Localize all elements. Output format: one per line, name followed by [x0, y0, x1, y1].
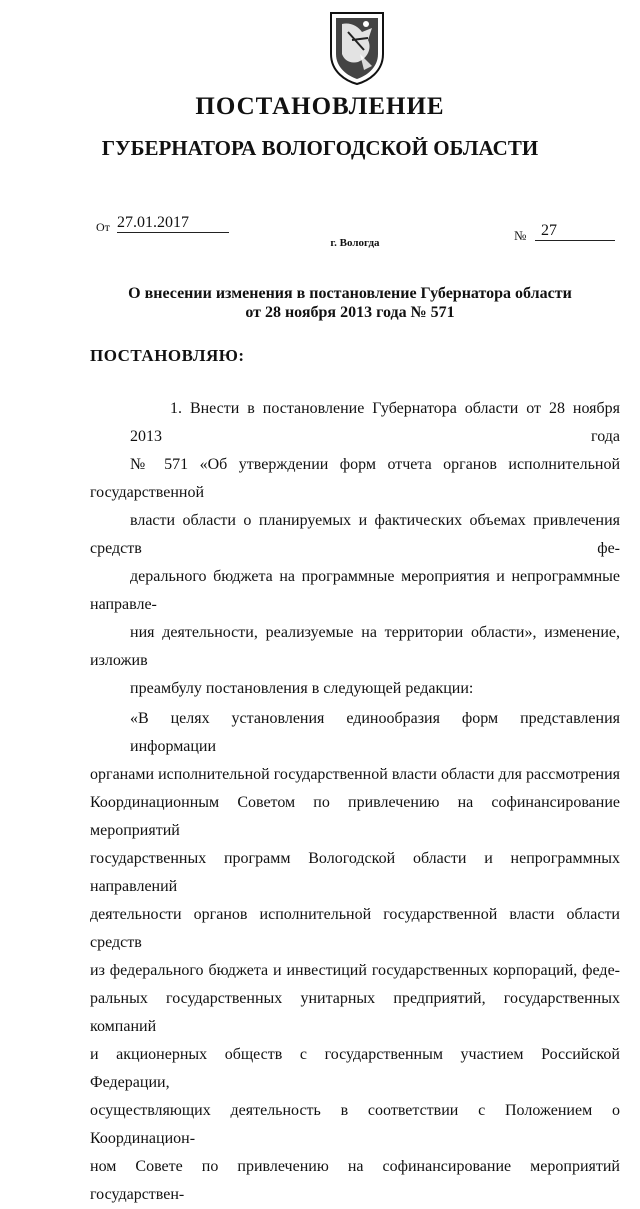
document-date: 27.01.2017 [117, 214, 229, 233]
document-body [90, 395, 620, 1209]
coat-of-arms-emblem [328, 10, 386, 86]
paragraph [90, 705, 620, 1209]
text-line: осуществляющих деятельность в соответствии с Положением о Координацион- [90, 1102, 620, 1147]
text-line: дерального бюджета на программные мероприятия и непрограммные направле- [90, 568, 620, 613]
text-line: ния деятельности, реализуемые на территории области», изменение, изложив [90, 624, 620, 669]
text-line: из федерального бюджета и инвестиций государственных корпораций, феде- [90, 962, 620, 979]
text-line: Координационным Советом по привлечению на софинансирование мероприятий [90, 794, 620, 839]
text-line: органами исполнительной государственной власти области для рассмотрения [90, 766, 620, 783]
text-line: ном Совете по привлечению на софинансирование мероприятий государствен- [90, 1158, 620, 1203]
document-subject [100, 284, 600, 322]
text-line: государственных программ Вологодской области и непрограммных направлений [90, 850, 620, 895]
document-subtitle: ГУБЕРНАТОРА ВОЛОГОДСКОЙ ОБЛАСТИ [101, 136, 539, 160]
document-number: 27 [535, 222, 615, 241]
paragraph [90, 395, 620, 703]
document-title: ПОСТАНОВЛЕНИЕ [195, 93, 445, 120]
number-prefix: № [514, 228, 527, 243]
text-line: преамбулу постановления в следующей редакции: [130, 680, 474, 697]
text-line: и акционерных обществ с государственным участием Российской Федерации, [90, 1046, 620, 1091]
subject-line: О внесении изменения в постановление Губернатора области [128, 285, 572, 302]
text-line: ральных государственных унитарных предприятий, государственных компаний [90, 990, 620, 1035]
city-label: г. Вологда [330, 237, 380, 249]
text-line: власти области о планируемых и фактических объемах привлечения средств фе- [90, 512, 620, 557]
text-line: № 571 «Об утверждении форм отчета органов исполнительной государственной [90, 456, 620, 501]
date-prefix: От [96, 220, 110, 234]
subject-line: от 28 ноября 2013 года № 571 [245, 304, 455, 321]
text-line: деятельности органов исполнительной государственной власти области средств [90, 906, 620, 951]
text-line: 1. Внести в постановление Губернатора области от 28 ноября 2013 года [130, 400, 620, 445]
decree-heading: ПОСТАНОВЛЯЮ: [90, 346, 245, 365]
text-line: «В целях установления единообразия форм представления информации [130, 710, 620, 755]
